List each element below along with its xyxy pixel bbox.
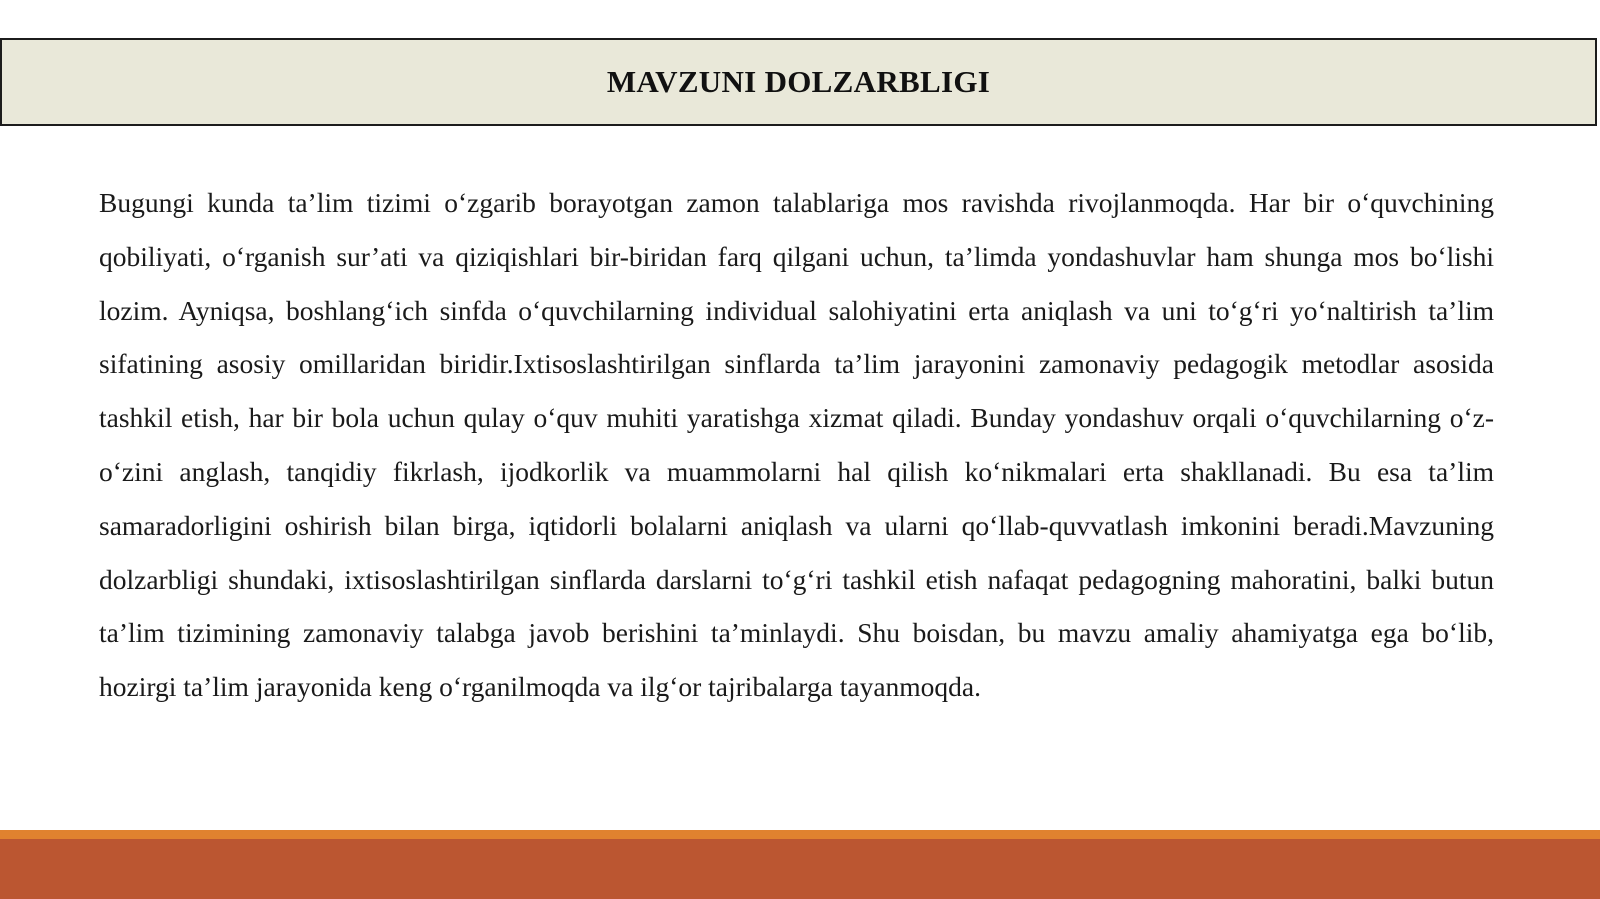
footer-accent-line xyxy=(0,830,1600,839)
body-paragraph: Bugungi kunda ta’lim tizimi o‘zgarib borayotgan zamon talablariga mos ravishda rivojlanmoqda. Har bir o‘quvchining qobiliyati, o‘rganish sur’ati va qiziqishlari bir-biridan farq qilgani uchun, ta’limda yondashuvlar ham shunga mos bo‘lishi lozim. Ayniqsa, boshlang‘ich sinfda o‘quvchilarning individual salohiyatini erta aniqlash va uni to‘g‘ri yo‘naltirish ta’lim sifatining asosiy omillaridan biridir.Ixtisoslashtirilgan sinflarda ta’lim jarayonini zamonaviy pedagogik metodlar asosida tashkil etish, har bir bola uchun qulay o‘quv muhiti yaratishga xizmat qiladi. Bunday yondashuv orqali o‘quvchilarning o‘z-o‘zini anglash, tanqidiy fikrlash, ijodkorlik va muammolarni hal qilish ko‘nikmalari erta shakllanadi. Bu esa ta’lim samaradorligini oshirish bilan birga, iqtidorli bolalarni aniqlash va ularni qo‘llab-quvvatlash imkonini beradi.Mavzuning dolzarbligi shundaki, ixtisoslashtirilgan sinflarda darslarni to‘g‘ri tashkil etish nafaqat pedagogning mahoratini, balki butun ta’lim tizimining zamonaviy talabga javob berishini ta’minlaydi. Shu boisdan, bu mavzu amaliy ahamiyatga ega bo‘lib, hozirgi ta’lim jarayonida keng o‘rganilmoqda va ilg‘or tajribalarga tayanmoqda. xyxy=(99,187,1494,703)
slide-title: MAVZUNI DOLZARBLIGI xyxy=(606,64,991,99)
title-band xyxy=(0,38,1597,126)
footer-band xyxy=(0,839,1600,899)
